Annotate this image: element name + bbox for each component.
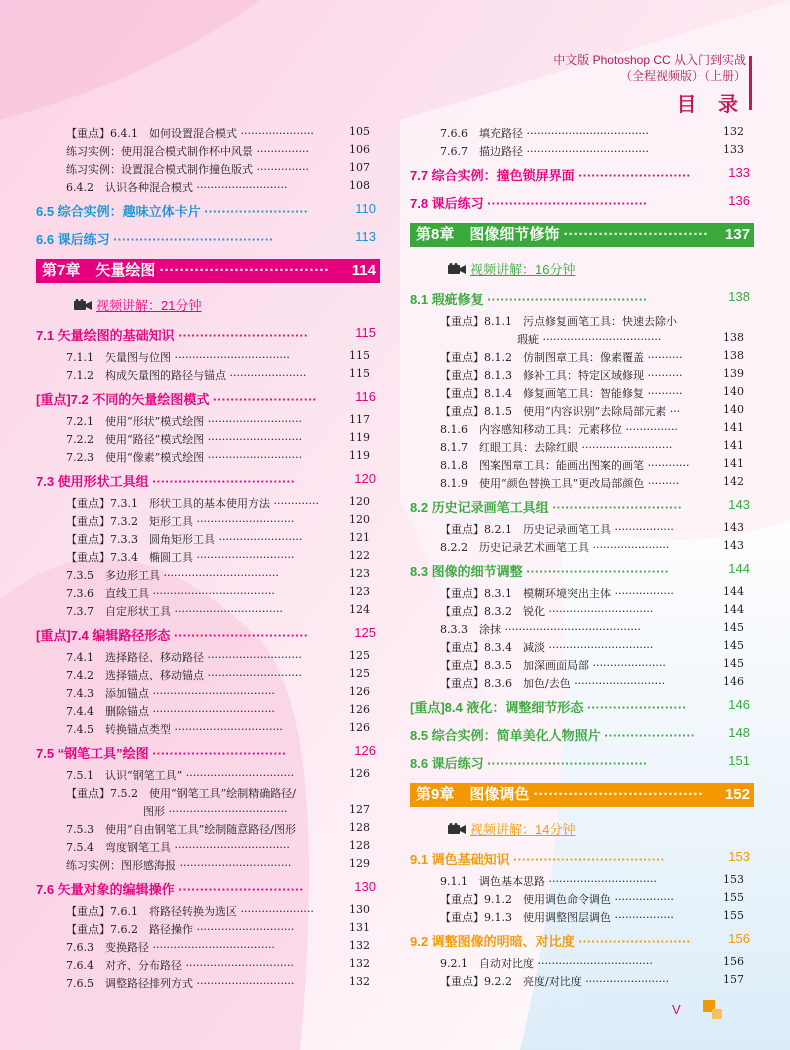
subsection-title: 【重点】9.1.2 使用调色命令调色 ················· (440, 893, 674, 906)
page-number-label: 138 (728, 289, 750, 304)
section-title: 7.5 “钢笔工具”绘图 ······························· (36, 746, 287, 761)
page-number-label: 145 (723, 621, 744, 634)
subsection-title: 【重点】7.3.2 矩形工具 ···························· (66, 515, 295, 528)
page-number-label: 141 (723, 457, 744, 470)
page-number-label: 126 (349, 703, 370, 716)
subsection-title: 7.6.4 对齐、分布路径 ······························· (66, 959, 294, 972)
subsection-entry (66, 603, 370, 619)
section-entry (410, 561, 750, 580)
subsection-entry (66, 413, 370, 429)
page-number-label: 122 (349, 549, 370, 562)
subsection-title: 7.6.6 填充路径 ··································· (440, 127, 649, 140)
subsection-title: 9.2.1 自动对比度 ································· (440, 957, 653, 970)
page-number-label: 142 (723, 475, 744, 488)
subsection-title: 7.4.5 转换锚点类型 ······························· (66, 723, 283, 736)
page-number-label: 144 (723, 585, 744, 598)
subsection-title: 8.1.9 使用“颜色替换工具”更改局部颜色 ········· (440, 477, 680, 490)
subsection-title: 8.3.3 涂抹 ······································· (440, 623, 641, 636)
subsection-title: 练习实例：使用混合模式制作杯中风景 ··············· (66, 145, 309, 158)
subsection-title: 【重点】7.3.1 形状工具的基本使用方法 ············· (66, 497, 319, 510)
subsection-title: 7.4.4 删除锚点 ··································· (66, 705, 275, 718)
page-number-label: 143 (723, 521, 744, 534)
subsection-title: 【重点】8.1.4 修复画笔工具：智能修复 ·········· (440, 387, 683, 400)
page-number-label: 156 (728, 931, 750, 946)
page-number-label: 107 (349, 161, 370, 174)
subsection-title: 8.2.2 历史记录艺术画笔工具 ······················ (440, 541, 670, 554)
subsection-title: 【重点】6.4.1 如何设置混合模式 ····················· (66, 127, 314, 140)
subsection-title: 瑕疵 ·································· (440, 333, 662, 346)
subsection-entry (66, 367, 370, 383)
page-number-label: 144 (728, 561, 750, 576)
section-title: 6.6 课后练习 ····································· (36, 232, 274, 247)
subsection-entry (66, 839, 370, 855)
subsection-title: 练习实例：图形感海报 ································ (66, 859, 292, 872)
subsection-entry (440, 873, 744, 889)
section-entry (36, 201, 376, 220)
subsection-title: 【重点】8.2.1 历史记录画笔工具 ················· (440, 523, 674, 536)
page-number-label: 148 (728, 725, 750, 740)
video-duration-text: 视频讲解：16分钟 (470, 262, 576, 277)
subsection-entry (440, 349, 744, 365)
section-entry (36, 879, 376, 898)
page-number-label: 138 (723, 349, 744, 362)
subsection-entry (66, 821, 370, 837)
page-number-label: 115 (355, 325, 376, 340)
chapter-title: 第7章 矢量绘图 ·································· (42, 262, 330, 279)
section-title: 7.3 使用形状工具组 ································· (36, 474, 296, 489)
subsection-title: 8.1.8 图案图章工具：能画出图案的画笔 ············ (440, 459, 690, 472)
subsection-title: 8.1.7 红眼工具：去除红眼 ·························· (440, 441, 673, 454)
page-number-label: 131 (349, 921, 370, 934)
section-entry (410, 849, 750, 868)
section-entry (410, 725, 750, 744)
subsection-title: 6.4.2 认识各种混合模式 ·························· (66, 181, 288, 194)
page-number-label: 121 (349, 531, 370, 544)
page-number-label: 110 (355, 201, 376, 216)
subsection-entry (440, 603, 744, 619)
subsection-entry (440, 955, 744, 971)
section-title: 9.2 调整图像的明暗、对比度 ·························· (410, 934, 691, 949)
section-title: 7.8 课后练习 ····································· (410, 196, 648, 211)
page-number-label: 133 (723, 143, 744, 156)
subsection-title: 【重点】8.3.5 加深画面局部 ····················· (440, 659, 666, 672)
section-title: 6.5 综合实例：趣味立体卡片 ························ (36, 204, 309, 219)
subsection-entry (66, 939, 370, 955)
section-title: 7.7 综合实例：撞色锁屏界面 ·························· (410, 168, 691, 183)
subsection-title: 图形 ·································· (66, 805, 288, 818)
subsection-title: 8.1.6 内容感知移动工具：元素移位 ··············· (440, 423, 678, 436)
subsection-title: 【重点】7.3.4 椭圆工具 ···························· (66, 551, 295, 564)
page-number-label: 124 (349, 603, 370, 616)
page-number-label: 119 (349, 449, 370, 462)
subsection-entry (66, 179, 370, 195)
section-title: 8.3 图像的细节调整 ································· (410, 564, 670, 579)
subsection-title: 7.4.2 选择锚点、移动锚点 ··························· (66, 669, 302, 682)
subsection-entry (440, 403, 744, 419)
subsection-title: 【重点】7.5.2 使用“钢笔工具”绘制精确路径/ (66, 787, 296, 800)
page-number-label: 143 (723, 539, 744, 552)
subsection-title: 【重点】8.3.4 减淡 ······························ (440, 641, 654, 654)
subsection-title: 7.1.2 构成矢量图的路径与锚点 ······················ (66, 369, 307, 382)
subsection-title: 7.5.1 认识“钢笔工具” ······························· (66, 769, 295, 782)
subsection-entry (440, 891, 744, 907)
page-number-label: 125 (349, 649, 370, 662)
subsection-entry (66, 975, 370, 991)
section-entry (36, 743, 376, 762)
section-entry (410, 931, 750, 950)
subsection-entry (66, 857, 370, 873)
subsection-title: 7.4.3 添加锚点 ··································· (66, 687, 275, 700)
subsection-entry (440, 675, 744, 691)
page-number-label: 153 (728, 849, 750, 864)
subsection-entry (440, 143, 744, 159)
section-title: [重点]7.2 不同的矢量绘图模式 ························ (36, 392, 317, 407)
subsection-title: 【重点】9.1.3 使用调整图层调色 ················· (440, 911, 674, 924)
page-number-label: 145 (723, 657, 744, 670)
subsection-entry (66, 567, 370, 583)
subsection-title: 【重点】9.2.2 亮度/对比度 ························ (440, 975, 670, 988)
subsection-entry (440, 909, 744, 925)
subsection-entry (440, 475, 744, 491)
page-number-label: 126 (349, 721, 370, 734)
subsection-entry (440, 973, 744, 989)
subsection-entry (66, 785, 370, 801)
page-number-label: 144 (723, 603, 744, 616)
page-number-label: 119 (349, 431, 370, 444)
subsection-title: 7.3.5 多边形工具 ································· (66, 569, 279, 582)
section-title: 8.2 历史记录画笔工具组 ······························ (410, 500, 683, 515)
section-title: [重点]8.4 液化：调整细节形态 ······················· (410, 700, 687, 715)
subsection-title: 【重点】8.3.2 锐化 ······························ (440, 605, 654, 618)
section-title: 8.5 综合实例：简单美化人物照片 ····················· (410, 728, 696, 743)
page-number-label: 105 (349, 125, 370, 138)
subsection-entry (66, 431, 370, 447)
page-number-label: 153 (723, 873, 744, 886)
subsection-entry (440, 331, 744, 347)
subsection-title: 7.5.4 弯度钢笔工具 ································· (66, 841, 290, 854)
book-title-line1: 中文版 Photoshop CC 从入门到实战 (553, 53, 746, 67)
subsection-entry (66, 161, 370, 177)
subsection-entry (66, 921, 370, 937)
page-number-label: 157 (723, 973, 744, 986)
subsection-title: 7.2.1 使用“形状”模式绘图 ··························· (66, 415, 303, 428)
section-title: 7.6 矢量对象的编辑操作 ····························· (36, 882, 304, 897)
section-title: 8.6 课后练习 ····································· (410, 756, 648, 771)
page-number-label: 132 (723, 125, 744, 138)
video-camera-icon (448, 263, 466, 275)
book-title-line2: （全程视频版）（上册） (619, 69, 746, 83)
page-number-label: 125 (349, 667, 370, 680)
subsection-entry (440, 367, 744, 383)
page-number-label: 132 (349, 957, 370, 970)
subsection-entry (66, 685, 370, 701)
subsection-entry (440, 657, 744, 673)
subsection-title: 【重点】8.3.1 模糊环境突出主体 ················· (440, 587, 674, 600)
subsection-title: 【重点】8.1.1 污点修复画笔工具：快速去除小 (440, 315, 677, 328)
chapter-heading (36, 259, 380, 283)
page-number-label: 146 (723, 675, 744, 688)
subsection-entry (66, 125, 370, 141)
page-number-label: 133 (728, 165, 750, 180)
page-number-label: 139 (723, 367, 744, 380)
page-number-label: 123 (349, 585, 370, 598)
page-number-label: 106 (349, 143, 370, 156)
subsection-title: 【重点】8.1.2 仿制图章工具：像素覆盖 ·········· (440, 351, 683, 364)
subsection-title: 7.1.1 矢量图与位图 ································· (66, 351, 290, 364)
chapter-heading (410, 223, 754, 247)
page-number-label: 152 (724, 786, 750, 803)
subsection-entry (66, 903, 370, 919)
section-entry (410, 753, 750, 772)
subsection-title: 练习实例：设置混合模式制作撞色版式 ··············· (66, 163, 309, 176)
subsection-title: 7.2.2 使用“路径”模式绘图 ··························· (66, 433, 303, 446)
page-number-label: 136 (728, 193, 750, 208)
page-number-label: 120 (349, 513, 370, 526)
subsection-entry (66, 667, 370, 683)
subsection-entry (440, 621, 744, 637)
video-duration-note (448, 819, 575, 838)
section-title: 9.1 调色基础知识 ··································· (410, 852, 665, 867)
subsection-entry (66, 549, 370, 565)
subsection-title: 【重点】8.3.6 加色/去色 ·························· (440, 677, 666, 690)
page-number-label: 138 (723, 331, 744, 344)
page-number-label: 140 (723, 385, 744, 398)
subsection-entry (66, 803, 370, 819)
page-number-label: 114 (351, 262, 376, 279)
page-number-label: 129 (349, 857, 370, 870)
subsection-entry (66, 449, 370, 465)
section-title: [重点]7.4 编辑路径形态 ······························· (36, 628, 309, 643)
page-number-label: 137 (724, 226, 750, 243)
subsection-title: 7.3.6 直线工具 ··································· (66, 587, 275, 600)
page-number-label: 155 (723, 891, 744, 904)
page-number-label: 146 (728, 697, 750, 712)
chapter-heading (410, 783, 754, 807)
subsection-title: 7.2.3 使用“像素”模式绘图 ··························· (66, 451, 303, 464)
page-number-label: 132 (349, 939, 370, 952)
section-entry (410, 497, 750, 516)
page-number-label: 156 (723, 955, 744, 968)
subsection-entry (66, 957, 370, 973)
subsection-title: 7.6.3 变换路径 ··································· (66, 941, 275, 954)
subsection-title: 7.6.5 调整路径排列方式 ···························· (66, 977, 295, 990)
subsection-entry (66, 495, 370, 511)
page-number-label: 140 (723, 403, 744, 416)
section-entry (36, 229, 376, 248)
subsection-entry (66, 703, 370, 719)
subsection-title: 7.5.3 使用“自由钢笔工具”绘制随意路径/图形 (66, 823, 296, 836)
subsection-title: 7.6.7 描边路径 ··································· (440, 145, 649, 158)
page-number-label: 132 (349, 975, 370, 988)
page-number-label: 120 (354, 471, 376, 486)
video-duration-note (448, 259, 575, 278)
video-camera-icon (448, 823, 466, 835)
page-number-label: 141 (723, 421, 744, 434)
section-entry (36, 389, 376, 408)
section-entry (36, 625, 376, 644)
subsection-entry (66, 143, 370, 159)
page-number-label: 108 (349, 179, 370, 192)
subsection-entry (440, 585, 744, 601)
video-camera-icon (74, 299, 92, 311)
toc-title: 目 录 (676, 94, 746, 116)
subsection-title: 【重点】7.3.3 圆角矩形工具 ························ (66, 533, 303, 546)
page-number-label: 123 (349, 567, 370, 580)
page-number-label: 128 (349, 839, 370, 852)
page-number-label: 126 (349, 767, 370, 780)
video-duration-note (74, 295, 201, 314)
page-number-label: 143 (728, 497, 750, 512)
page-number-label: 115 (349, 367, 370, 380)
chapter-title: 第8章 图像细节修饰 ····························· (416, 226, 709, 243)
section-entry (410, 289, 750, 308)
page-number-label: 126 (354, 743, 376, 758)
subsection-entry (440, 421, 744, 437)
page-number-label: 141 (723, 439, 744, 452)
subsection-entry (440, 439, 744, 455)
section-entry (410, 165, 750, 184)
subsection-entry (440, 313, 744, 329)
chapter-title: 第9章 图像调色 ·································· (416, 786, 704, 803)
subsection-title: 9.1.1 调色基本思路 ······························· (440, 875, 657, 888)
page-number-label: 128 (349, 821, 370, 834)
subsection-title: 【重点】7.6.1 将路径转换为选区 ····················· (66, 905, 314, 918)
subsection-entry (66, 721, 370, 737)
subsection-entry (66, 349, 370, 365)
subsection-entry (66, 531, 370, 547)
page-number-label: 116 (355, 389, 376, 404)
page-number-label: 127 (349, 803, 370, 816)
page-number-label: 155 (723, 909, 744, 922)
page-number-label: 125 (354, 625, 376, 640)
subsection-entry (66, 585, 370, 601)
subsection-entry (440, 639, 744, 655)
subsection-entry (440, 539, 744, 555)
subsection-entry (66, 513, 370, 529)
book-header (553, 52, 746, 117)
subsection-entry (440, 385, 744, 401)
section-entry (36, 325, 376, 344)
video-duration-text: 视频讲解：14分钟 (470, 822, 576, 837)
page-number-label: 145 (723, 639, 744, 652)
page-number-label: 126 (349, 685, 370, 698)
section-entry (36, 471, 376, 490)
section-entry (410, 697, 750, 716)
section-title: 8.1 瑕疵修复 ····································· (410, 292, 648, 307)
subsection-entry (440, 521, 744, 537)
page-number-label: 151 (728, 753, 750, 768)
subsection-title: 【重点】8.1.3 修补工具：特定区域修现 ·········· (440, 369, 683, 382)
page-number: V (672, 1002, 681, 1017)
section-entry (410, 193, 750, 212)
page-number-label: 120 (349, 495, 370, 508)
subsection-entry (440, 125, 744, 141)
header-accent-bar (749, 56, 752, 110)
page-number-label: 113 (355, 229, 376, 244)
page-number-label: 130 (354, 879, 376, 894)
subsection-title: 7.3.7 自定形状工具 ······························· (66, 605, 283, 618)
section-title: 7.1 矢量绘图的基础知识 ······························ (36, 328, 309, 343)
subsection-entry (66, 649, 370, 665)
page-number-label: 130 (349, 903, 370, 916)
page-number-label: 115 (349, 349, 370, 362)
subsection-title: 【重点】7.6.2 路径操作 ···························· (66, 923, 295, 936)
subsection-title: 【重点】8.1.5 使用“内容识别”去除局部元素 ··· (440, 405, 681, 418)
page-number-label: 117 (349, 413, 370, 426)
subsection-title: 7.4.1 选择路径、移动路径 ··························· (66, 651, 302, 664)
video-duration-text: 视频讲解：21分钟 (96, 298, 202, 313)
subsection-entry (66, 767, 370, 783)
subsection-entry (440, 457, 744, 473)
